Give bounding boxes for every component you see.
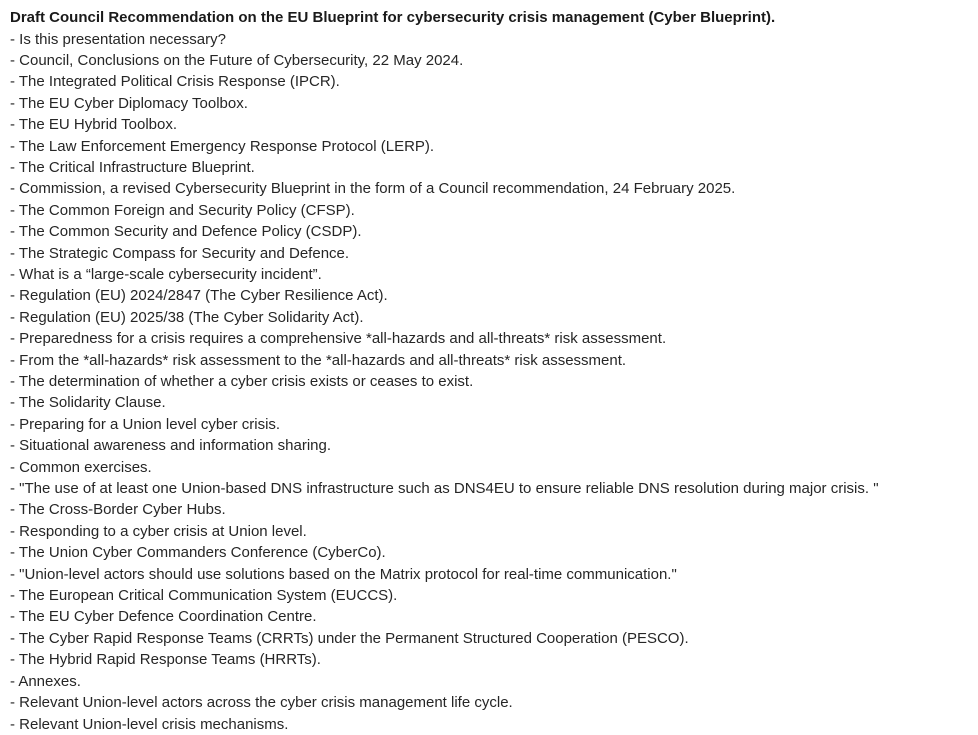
list-item: - The EU Cyber Diplomacy Toolbox. <box>10 94 248 112</box>
list-item: - From the *all-hazards* risk assessment to the *all-hazards and all-threats* risk assessment. <box>10 351 627 369</box>
list-item: - Regulation (EU) 2024/2847 (The Cyber Resilience Act). <box>10 287 388 305</box>
list-item: - The EU Hybrid Toolbox. <box>10 116 178 134</box>
list-item: - The Law Enforcement Emergency Response Protocol (LERP). <box>10 137 435 155</box>
list-item: - Responding to a cyber crisis at Union level. <box>10 522 307 540</box>
list-item: - The Critical Infrastructure Blueprint. <box>10 158 255 176</box>
list-item: - "Union-level actors should use solutions based on the Matrix protocol for real-time communication." <box>10 565 677 583</box>
list-item: - The Solidarity Clause. <box>10 394 166 412</box>
list-item: - The determination of whether a cyber crisis exists or ceases to exist. <box>10 373 474 390</box>
list-item: - The Cyber Rapid Response Teams (CRRTs) under the Permanent Structured Cooperation (PESCO). <box>10 629 689 647</box>
list-item: - Annexes. <box>10 672 81 690</box>
list-item: - The Union Cyber Commanders Conference (CyberCo). <box>10 544 386 562</box>
list-item: - Commission, a revised Cybersecurity Blueprint in the form of a Council recommendation, 24 February 2025. <box>10 180 736 198</box>
list-item: - The Hybrid Rapid Response Teams (HRRTs). <box>10 651 321 669</box>
list-item: - The Common Security and Defence Policy (CSDP). <box>10 223 362 241</box>
list-item: - Preparing for a Union level cyber crisis. <box>10 415 281 433</box>
list-item: - Preparedness for a crisis requires a comprehensive *all-hazards and all-threats* risk assessment. <box>10 330 667 348</box>
list-item: - The European Critical Communication System (EUCCS). <box>10 587 398 605</box>
list-item: - Regulation (EU) 2025/38 (The Cyber Solidarity Act). <box>10 308 364 326</box>
list-item: - Relevant Union-level crisis mechanisms. <box>10 715 289 733</box>
list-item: - The EU Cyber Defence Coordination Centre. <box>10 608 317 626</box>
list-item: - Situational awareness and information sharing. <box>10 437 332 455</box>
list-item: - Relevant Union-level actors across the cyber crisis management life cycle. <box>10 694 513 712</box>
list-item: - Council, Conclusions on the Future of Cybersecurity, 22 May 2024. <box>10 51 464 69</box>
list-item: - Common exercises. <box>10 458 152 476</box>
topic-list <box>10 29 978 735</box>
list-item: - The Common Foreign and Security Policy (CFSP). <box>10 201 355 219</box>
document-title: Draft Council Recommendation on the EU Blueprint for cybersecurity crisis management (Cyber Blueprint). <box>10 9 776 26</box>
list-item: - Is this presentation necessary? <box>10 30 226 48</box>
list-item: - The Strategic Compass for Security and Defence. <box>10 244 350 262</box>
list-item: - What is a “large-scale cybersecurity incident”. <box>10 265 322 283</box>
list-item: - The Cross-Border Cyber Hubs. <box>10 501 226 519</box>
list-item: - "The use of at least one Union-based DNS infrastructure such as DNS4EU to ensure reliable DNS resolution during major crisis. " <box>10 480 879 498</box>
list-item: - The Integrated Political Crisis Response (IPCR). <box>10 73 340 91</box>
